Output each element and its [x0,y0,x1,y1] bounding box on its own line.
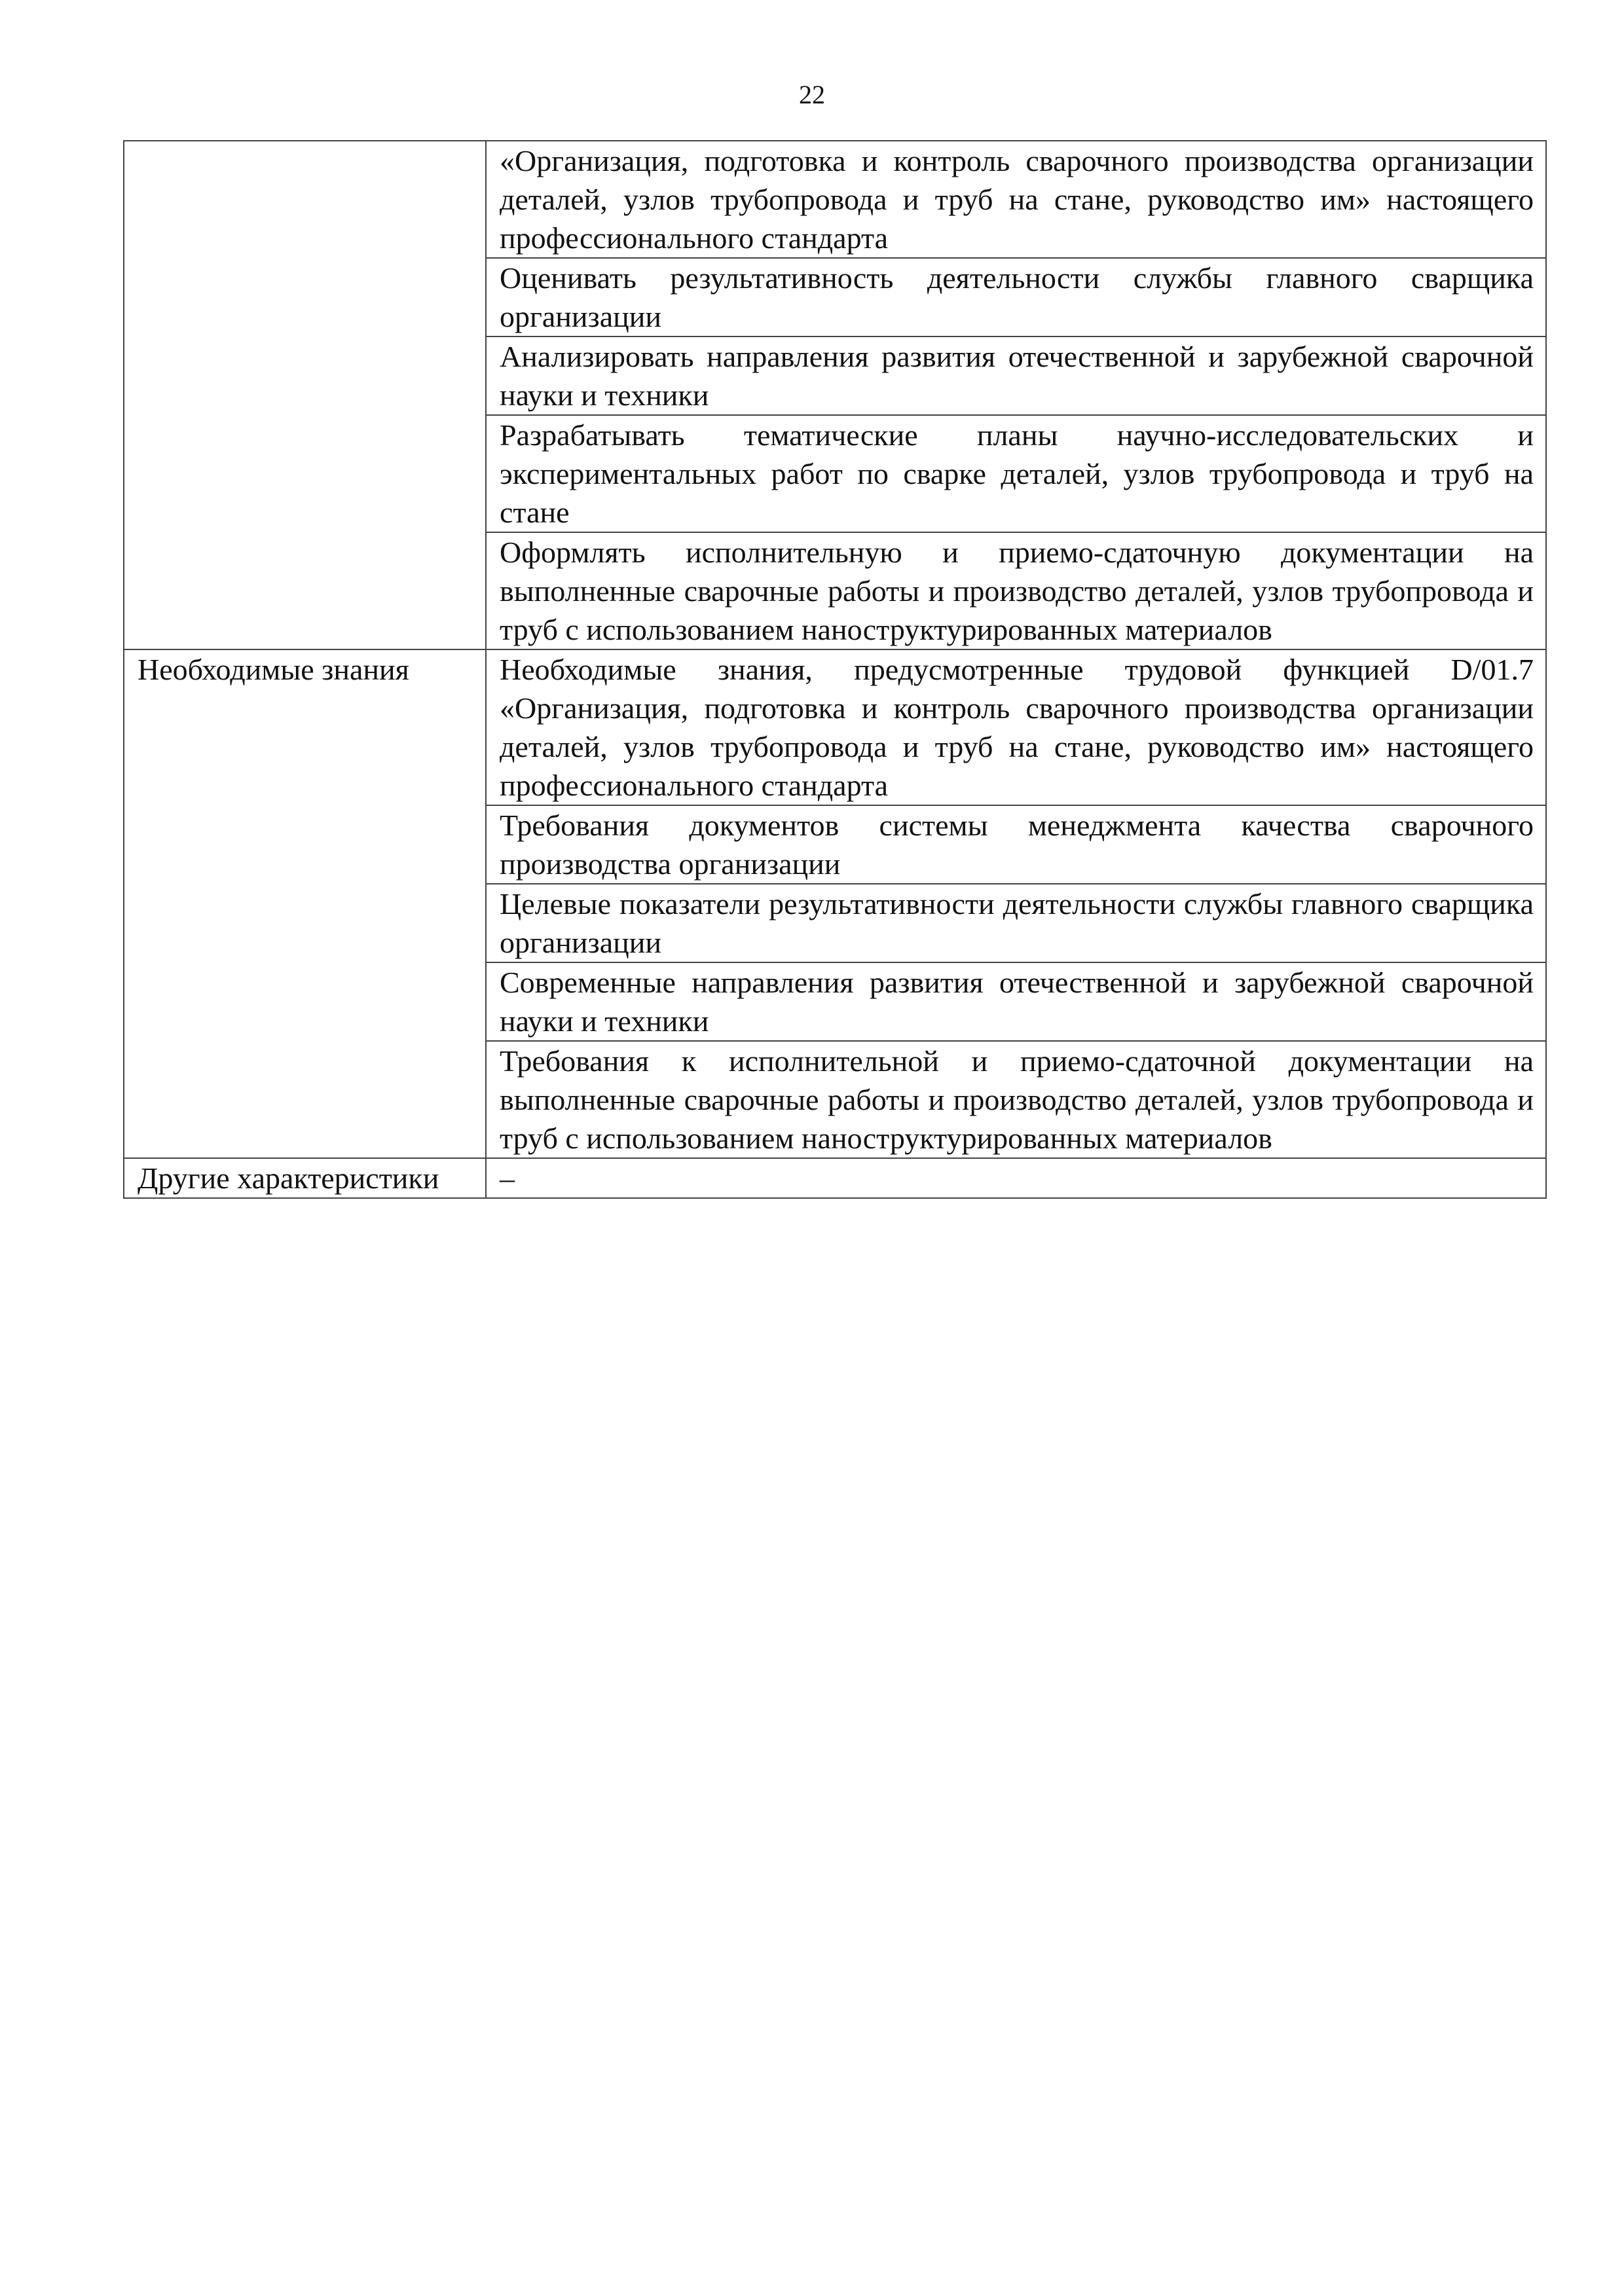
table-cell: Оформлять исполнительную и приемо-сдаточную документации на выполненные сварочные работы и производство деталей, узлов трубопровода и труб с использованием наноструктурированных материалов [486,532,1546,649]
table-cell: Необходимые знания, предусмотренные трудовой функцией D/01.7 «Организация, подготовка и контроль сварочного производства организации деталей, узлов трубопровода и труб на стане, руководство им» настоящего профессионального стандарта [486,649,1546,805]
table-row [124,649,1546,805]
table-cell: Требования к исполнительной и приемо-сдаточной документации на выполненные сварочные работы и производство деталей, узлов трубопровода и труб с использованием наноструктурированных материалов [486,1041,1546,1158]
table-cell: Требования документов системы менеджмента качества сварочного производства организации [486,805,1546,884]
table-cell: Целевые показатели результативности деятельности службы главного сварщика организации [486,884,1546,962]
other-characteristics-label: Другие характеристики [124,1158,486,1198]
knowledge-label: Необходимые знания [124,649,486,1158]
table-cell: «Организация, подготовка и контроль сварочного производства организации деталей, узлов трубопровода и труб на стане, руководство им» настоящего профессионального стандарта [486,141,1546,258]
other-characteristics-value: – [486,1158,1546,1198]
table-cell: Современные направления развития отечественной и зарубежной сварочной науки и техники [486,962,1546,1041]
table-cell: Анализировать направления развития отечественной и зарубежной сварочной науки и техники [486,337,1546,415]
page-number: 22 [799,80,825,109]
table-row [124,141,1546,258]
table-row [124,1158,1546,1198]
table-cell: Разрабатывать тематические планы научно-исследовательских и экспериментальных работ по сварке деталей, узлов трубопровода и труб на стане [486,415,1546,532]
qualification-table [123,140,1547,1199]
continued-label-cell [124,141,486,649]
table-cell: Оценивать результативность деятельности службы главного сварщика организации [486,258,1546,337]
